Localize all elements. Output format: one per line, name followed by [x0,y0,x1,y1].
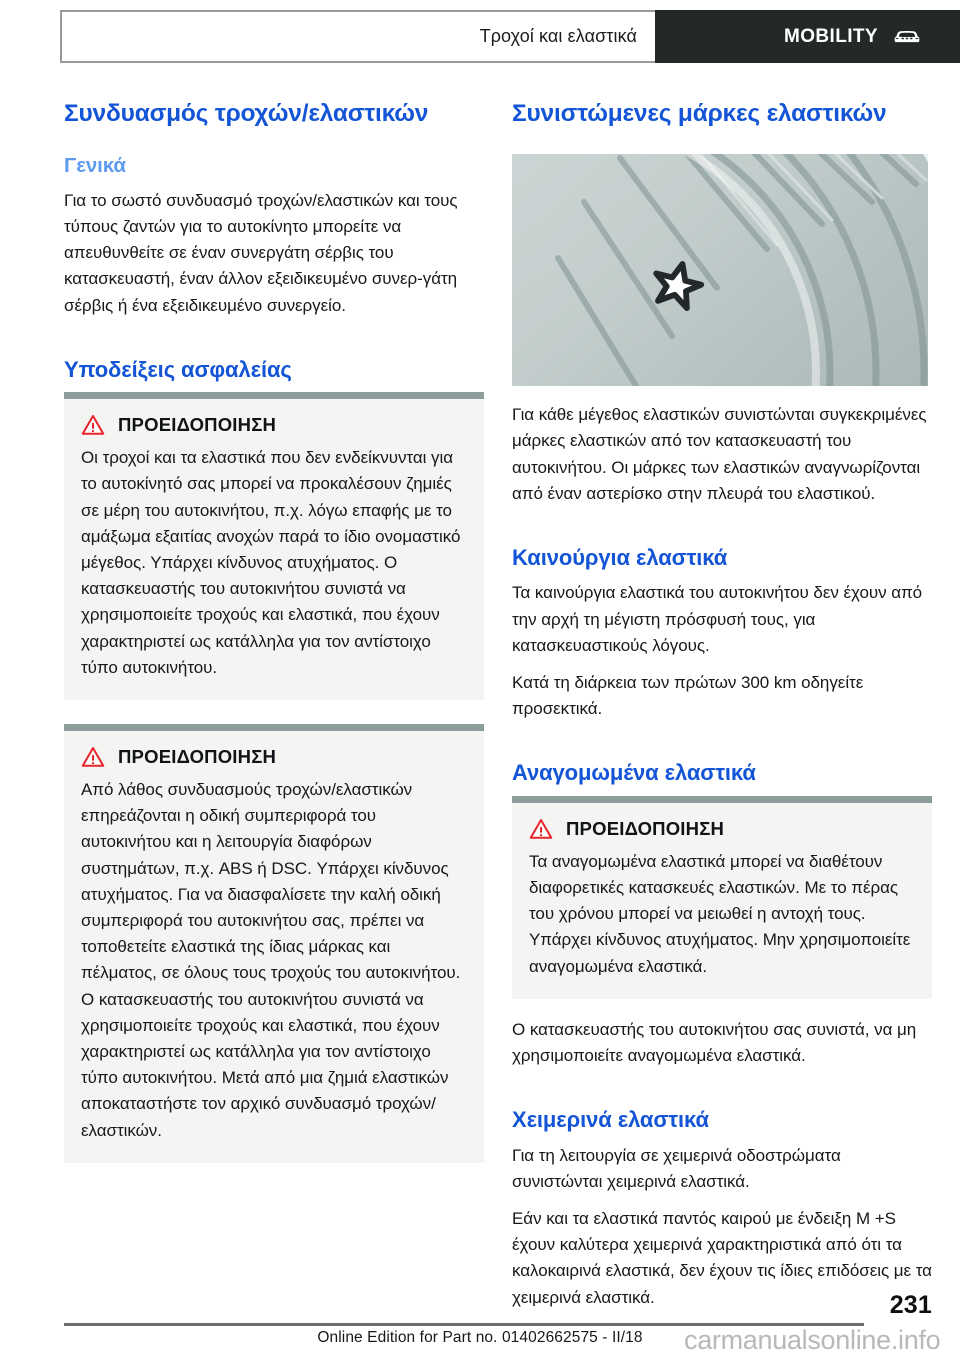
left-column [64,100,484,1163]
heading-retreaded-tyres: Αναγομωμένα ελαστικά [512,760,756,786]
heading-general: Γενικά [64,154,126,178]
paragraph-winter-tyres-1: Για τη λειτουργία σε χειμερινά οδοστρώματα συνιστώνται χειμερινά ελαστικά. [512,1145,841,1191]
spacer [64,700,484,718]
warning-box-wheel-tyre-damage [64,392,484,700]
page-number: 231 [889,1291,932,1319]
warning-header [81,414,467,436]
spacer [64,330,484,357]
paragraph-recommended-brands: Για κάθε μέγεθος ελαστικών συνιστώνται συγκεκριμένες μάρκες ελαστικών από τον κατασκευαστή του αυτοκινήτου. Οι μάρκες των ελαστικών αναγνωρίζονται από έναν αστερίσκο στην πλευρά του ελαστικού. [512,405,927,503]
paragraph-retreaded-tyres: Ο κατασκευαστής του αυτοκινήτου σας συνιστά, να μη χρησιμοποιείτε αναγομωμένα ελαστικά. [512,1019,917,1065]
warning-text: Οι τροχοί και τα ελαστικά που δεν ενδείκνυνται για το αυτοκίνητό σας μπορεί να προκαλέσουν ζημιές σε μέρη του αυτοκινήτου, π.χ. λόγω επαφής με το αμάξωμα εξαιτίας ανοχών παρά το ίδιο ονομαστικό μέγεθος. Υπάρχει κίνδυνος ατυχήματος. Ο κατασκευαστής του αυτοκινήτου συνιστά να χρησιμοποιείτε τροχούς και ελαστικά, που έχουν χαρακτηριστεί ως κατάλληλα για τον αντίστοιχο τύπο αυτοκινήτου. [81,448,461,677]
warning-triangle-icon [529,818,553,840]
header-chapter-tab [60,10,655,63]
watermark: carmanualsonline.info [684,1325,941,1355]
paragraph-general: Για το σωστό συνδυασμό τροχών/ελαστικών και τους τύπους ζαντών για το αυτοκίνητο μπορείτε να απευθυνθείτε σε έναν συνεργάτη σέρβις του κατασκευαστή, έναν άλλον εξειδικευμένο συνερ-γάτη σέρβις ή ένα εξειδικευμένο συνεργείο. [64,190,458,315]
warning-header [529,818,915,840]
spacer [512,999,932,1017]
heading-recommended-brands: Συνιστώμενες μάρκες ελαστικών [512,100,887,127]
right-column [512,100,932,1311]
footer-edition-note: Online Edition for Part no. 01402662575 - II/18 [317,1329,643,1346]
warning-title: ΠΡΟΕΙΔΟΠΟΙΗΣΗ [118,746,277,767]
tire-sidewall-star-illustration [512,154,928,386]
header-section-tab [655,10,960,63]
paragraph-new-tyres-2: Κατά τη διάρκεια των πρώτων 300 km οδηγείτε προσεκτικά. [512,672,864,719]
paragraph-new-tyres-1: Τα καινούργια ελαστικά του αυτοκινήτου δεν έχουν από την αρχή τη μέγιστη πρόσφυσή τους, για κατασκευαστικούς λόγους. [512,583,923,655]
warning-title: ΠΡΟΕΙΔΟΠΟΙΗΣΗ [118,414,277,436]
page-title: Συνδυασμός τροχών/ελαστικών [64,100,429,127]
paragraph-winter-tyres-2: Εάν και τα ελαστικά παντός καιρού με ένδειξη M +S έχουν καλύτερα χειμερινά χαρακτηριστικά από ότι τα καλοκαιρινά ελαστικά, δεν έχουν τις ίδιες επιδόσεις με τα χειμερινά ελαστικά. [512,1209,932,1307]
header-chapter-label: Τροχοί και ελαστικά [479,26,637,46]
warning-box-wrong-combination [64,724,484,1163]
warning-title: ΠΡΟΕΙΔΟΠΟΙΗΣΗ [566,817,725,839]
heading-winter-tyres: Χειμερινά ελαστικά [512,1107,709,1133]
warning-triangle-icon [81,746,105,768]
heading-safety-notes: Υποδείξεις ασφαλείας [64,356,292,382]
heading-new-tyres: Καινούργια ελαστικά [512,544,728,570]
spacer [512,733,932,760]
spacer [512,1080,932,1107]
warning-header [81,746,467,768]
warning-box-retreaded-tyres [512,796,932,999]
spacer [512,518,932,545]
warning-triangle-icon [81,414,105,436]
page-header [60,10,960,63]
warning-text: Από λάθος συνδυασμούς τροχών/ελαστικών επηρεάζονται η οδική συμπεριφορά του αυτοκινήτου και η λειτουργία διαφόρων συστημάτων, π.χ. ABS ή DSC. Υπάρχει κίνδυνος ατυχήματος. Για να διασφαλίσετε την καλή οδική συμπεριφορά του αυτοκινήτου σας, πρέπει να τοποθετείτε ελαστικά της ίδιας μάρκας και πέλματος, σε όλους τους τροχούς του αυτοκινήτου. Ο κατασκευαστής του αυτοκινήτου συνιστά να χρησιμοποιείτε τροχούς και ελαστικά, που έχουν χαρακτηριστεί ως κατάλληλα για τον αντίστοιχο τύπο αυτοκινήτου. Μετά από μια ζημιά ελαστικών αποκαταστήστε τον αρχικό συνδυασμό τροχών/ελαστικών. [81,780,461,1140]
warning-text: Τα αναγομωμένα ελαστικά μπορεί να διαθέτουν διαφορετικές κατασκευές ελαστικών. Με το πέρας του χρόνου μπορεί να μειωθεί η αντοχή τους. Υπάρχει κίνδυνος ατυχήματος. Μην χρησιμοποιείτε αναγομωμένα ελαστικά. [529,851,911,976]
car-front-icon [892,27,922,47]
header-section-label: MOBILITY [784,25,878,47]
